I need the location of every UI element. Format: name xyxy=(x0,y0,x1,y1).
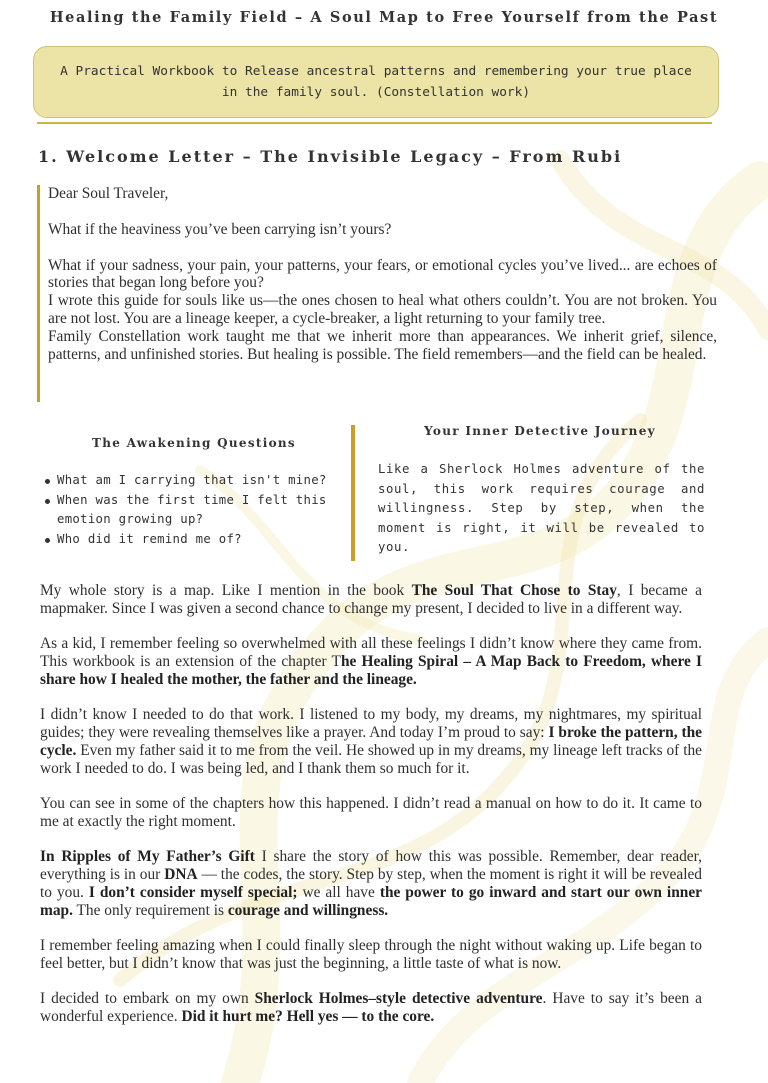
awakening-questions-title: The Awakening Questions xyxy=(92,436,296,450)
chapter-title: In Ripples of My Father’s Gift xyxy=(40,848,255,866)
body-paragraph: In Ripples of My Father’s Gift I share the story of how this was possible. Remember, dear reader, everything is in our DNA — the codes, the story. Step by step, when the moment is right it will be revealed to you. I don’t consider myself special; we all have the power to go inward and start our own inner map. The only requirement is courage and willingness. xyxy=(40,848,702,919)
title-divider xyxy=(37,122,712,124)
page-title: Healing the Family Field – A Soul Map to Free Yourself from the Past xyxy=(49,9,719,26)
bold-phrase: Sherlock Holmes–style detective adventure xyxy=(254,990,543,1008)
bold-phrase: courage and willingness. xyxy=(227,901,389,919)
bold-phrase: the power to go inward and start our own inner map. xyxy=(40,883,702,919)
letter-greeting: Dear Soul Traveler, xyxy=(48,185,169,202)
list-item: Who did it remind me of? xyxy=(38,530,350,550)
detective-journey-box xyxy=(375,424,705,558)
bold-phrase: I don’t consider myself special; xyxy=(88,883,298,901)
detective-journey-text: Like a Sherlock Holmes adventure of the soul, this work requires courage and willingness. Step by step, when the moment is right, it will be revealed to you. xyxy=(378,462,705,554)
body-paragraph: My whole story is a map. Like I mention in the book The Soul That Chose to Stay, I became a mapmaker. Since I was given a second chance to change my present, I decided to live in a different way. xyxy=(40,582,702,617)
awakening-questions-box xyxy=(38,436,350,549)
body-paragraph: I decided to embark on my own Sherlock Holmes–style detective adventure. Have to say it’s been a wonderful experience. Did it hurt me? Hell yes — to the core. xyxy=(40,990,702,1025)
letter-paragraph: What if your sadness, your pain, your patterns, your fears, or emotional cycles you’ve lived... are echoes of stories that began long before you? xyxy=(48,256,717,292)
list-item: What am I carrying that isn't mine? xyxy=(38,471,350,491)
body-text xyxy=(40,582,702,1043)
section-heading: 1. Welcome Letter – The Invisible Legacy – From Rubi xyxy=(38,147,623,166)
book-title: The Soul That Chose to Stay xyxy=(411,582,617,599)
body-paragraph: I remember feeling amazing when I could finally sleep through the night without waking up. Life began to feel better, but I didn’t know that was just the beginning, a little taste of what is now. xyxy=(40,936,702,972)
bold-phrase: DNA xyxy=(164,865,198,883)
list-item: When was the first time I felt this emotion growing up? xyxy=(38,491,350,530)
bold-phrase: Did it hurt me? Hell yes — to the core. xyxy=(181,1007,435,1025)
subtitle-text: A Practical Workbook to Release ancestral patterns and remembering your true place in the family soul. (Constellation work) xyxy=(60,64,692,100)
body-paragraph: I didn’t know I needed to do that work. I listened to my body, my dreams, my nightmares, my spiritual guides; they were revealing themselves like a prayer. And today I’m proud to say: I broke the pattern, the cycle. Even my father said it to me from the veil. He showed up in my dreams, my lineage left tracks of the work I needed to do. I was being led, and I thank them so much for it. xyxy=(40,706,702,777)
awakening-questions-list xyxy=(38,471,350,549)
subtitle-banner xyxy=(33,46,719,118)
body-paragraph: As a kid, I remember feeling so overwhelmed with all these feelings I didn’t know where they came from. This workbook is an extension of the chapter The Healing Spiral – A Map Back to Freedom, where I share how I healed the mother, the father and the lineage. xyxy=(40,635,702,688)
letter-paragraph: I wrote this guide for souls like us—the ones chosen to heal what others couldn’t. You are not broken. You are not lost. You are a lineage keeper, a cycle-breaker, a light returning to your family tree. xyxy=(48,292,717,327)
column-divider xyxy=(351,425,355,561)
detective-journey-title: Your Inner Detective Journey xyxy=(424,424,656,438)
chapter-title: he Healing Spiral – A Map Back to Freedom, where I share how I healed the mother, the father and the lineage. xyxy=(40,652,702,688)
letter-paragraph: Family Constellation work taught me that we inherit more than appearances. We inherit grief, silence, patterns, and unfinished stories. But healing is possible. The field remembers—and the field can be healed. xyxy=(48,327,717,363)
bold-phrase: I broke the pattern, the cycle. xyxy=(40,723,702,759)
letter-question: What if the heaviness you’ve been carrying isn’t yours? xyxy=(48,220,392,238)
welcome-letter-block xyxy=(37,185,717,402)
body-paragraph: You can see in some of the chapters how this happened. I didn’t read a manual on how to do it. It came to me at exactly the right moment. xyxy=(40,794,702,830)
